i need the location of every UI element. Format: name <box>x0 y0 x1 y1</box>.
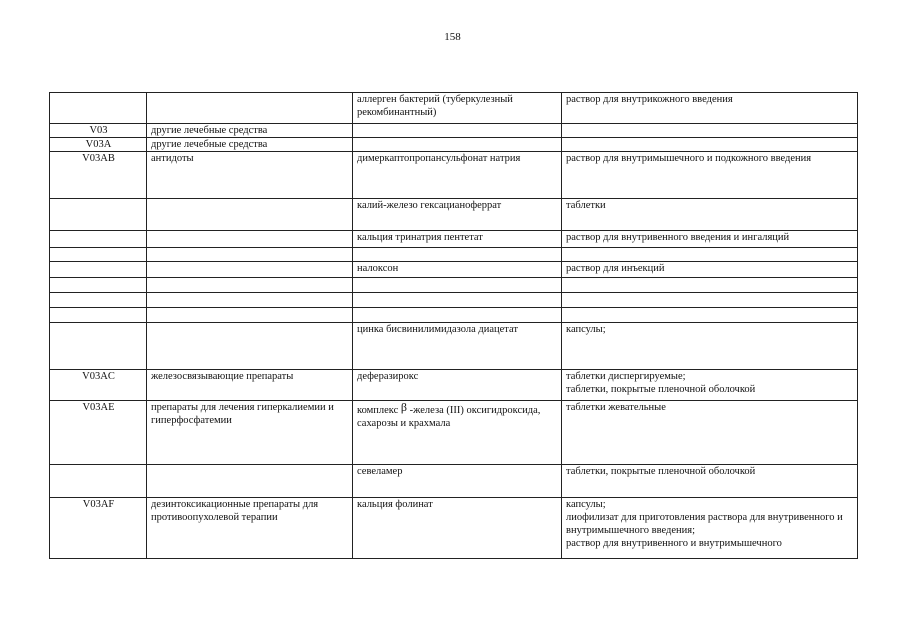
table-row <box>50 124 858 138</box>
drug-name-cell: калий-железо гексацианоферрат <box>353 199 562 231</box>
dosage-form-cell <box>562 93 858 124</box>
atc-code-cell <box>50 248 147 262</box>
atc-code-cell: V03AC <box>50 370 147 401</box>
dosage-form-cell <box>562 248 858 262</box>
group-name-cell: препараты для лечения гиперкалиемии и гиперфосфатемии <box>147 401 353 465</box>
group-name-cell <box>147 308 353 323</box>
dosage-form-cell <box>562 262 858 278</box>
atc-code-cell: V03AE <box>50 401 147 465</box>
table-row <box>50 248 858 262</box>
group-name-cell <box>147 323 353 370</box>
group-name-cell <box>147 293 353 308</box>
drug-table <box>49 92 858 559</box>
atc-code-cell: V03 <box>50 124 147 138</box>
dosage-form-line: капсулы; <box>566 499 606 510</box>
dosage-form-cell <box>562 278 858 293</box>
drug-name-cell <box>353 308 562 323</box>
atc-code-cell <box>50 231 147 248</box>
table-row <box>50 401 858 465</box>
drug-name-cell <box>353 248 562 262</box>
dosage-form-line: лиофилизат для приготовления раствора для внутривенного и внутримышечного введения; <box>566 512 843 536</box>
dosage-form-cell <box>562 199 858 231</box>
atc-code-cell <box>50 262 147 278</box>
dosage-form-cell <box>562 465 858 498</box>
atc-code-cell <box>50 93 147 124</box>
dosage-form-cell <box>562 370 858 401</box>
beta-symbol: β <box>400 400 408 414</box>
table-row <box>50 465 858 498</box>
drug-name-cell <box>353 401 562 465</box>
dosage-form-line: раствор для инъекций <box>566 263 665 274</box>
dosage-form-cell <box>562 308 858 323</box>
drug-name-suffix: -железа (III) оксигидроксида, сахарозы и крахмала <box>357 405 541 429</box>
dosage-form-line: таблетки <box>566 200 606 211</box>
dosage-form-cell <box>562 152 858 199</box>
dosage-form-cell <box>562 401 858 465</box>
table-row <box>50 138 858 152</box>
dosage-form-cell <box>562 124 858 138</box>
group-name-cell <box>147 278 353 293</box>
drug-name-cell: деферазирокс <box>353 370 562 401</box>
group-name-cell <box>147 93 353 124</box>
group-name-cell: другие лечебные средства <box>147 138 353 152</box>
table-row <box>50 370 858 401</box>
dosage-form-line: раствор для внутрикожного введения <box>566 94 733 105</box>
atc-code-cell: V03AB <box>50 152 147 199</box>
group-name-cell: другие лечебные средства <box>147 124 353 138</box>
dosage-form-cell <box>562 323 858 370</box>
drug-name-cell: димеркаптопропансульфонат натрия <box>353 152 562 199</box>
dosage-form-line: таблетки, покрытые пленочной оболочкой <box>566 384 756 395</box>
group-name-cell <box>147 248 353 262</box>
dosage-form-cell <box>562 498 858 559</box>
table-row <box>50 323 858 370</box>
drug-name-cell: аллерген бактерий (туберкулезный рекомбинантный) <box>353 93 562 124</box>
dosage-form-line: раствор для внутримышечного и подкожного введения <box>566 153 812 164</box>
dosage-form-cell <box>562 138 858 152</box>
dosage-form-line: раствор для внутривенного и внутримышечного <box>566 538 782 549</box>
dosage-form-line: таблетки, покрытые пленочной оболочкой <box>566 466 756 477</box>
drug-name-cell <box>353 278 562 293</box>
dosage-form-line: таблетки диспергируемые; <box>566 371 686 382</box>
atc-code-cell <box>50 199 147 231</box>
drug-name-cell: кальция фолинат <box>353 498 562 559</box>
table-row <box>50 231 858 248</box>
drug-name-cell <box>353 138 562 152</box>
atc-code-cell: V03AF <box>50 498 147 559</box>
atc-code-cell <box>50 308 147 323</box>
atc-code-cell <box>50 278 147 293</box>
table-row <box>50 293 858 308</box>
table-row <box>50 278 858 293</box>
group-name-cell: железосвязывающие препараты <box>147 370 353 401</box>
table-row <box>50 199 858 231</box>
atc-code-cell <box>50 465 147 498</box>
drug-name-cell: севеламер <box>353 465 562 498</box>
drug-name-cell <box>353 124 562 138</box>
drug-name-prefix: комплекс <box>357 405 399 416</box>
group-name-cell: антидоты <box>147 152 353 199</box>
dosage-form-line: таблетки жевательные <box>566 402 666 413</box>
group-name-cell <box>147 199 353 231</box>
dosage-form-line: капсулы; <box>566 324 606 335</box>
group-name-cell <box>147 465 353 498</box>
dosage-form-cell <box>562 293 858 308</box>
atc-code-cell <box>50 293 147 308</box>
drug-name-cell: налоксон <box>353 262 562 278</box>
group-name-cell: дезинтоксикационные препараты для противоопухолевой терапии <box>147 498 353 559</box>
dosage-form-cell <box>562 231 858 248</box>
atc-code-cell: V03A <box>50 138 147 152</box>
table-row <box>50 152 858 199</box>
table-row <box>50 93 858 124</box>
page-number: 158 <box>444 31 461 43</box>
drug-name-cell: цинка бисвинилимидазола диацетат <box>353 323 562 370</box>
table-row <box>50 498 858 559</box>
group-name-cell <box>147 262 353 278</box>
dosage-form-line: раствор для внутривенного введения и ингаляций <box>566 232 790 243</box>
group-name-cell <box>147 231 353 248</box>
drug-name-cell <box>353 293 562 308</box>
drug-name-cell: кальция тринатрия пентетат <box>353 231 562 248</box>
atc-code-cell <box>50 323 147 370</box>
table-row <box>50 308 858 323</box>
table-row <box>50 262 858 278</box>
